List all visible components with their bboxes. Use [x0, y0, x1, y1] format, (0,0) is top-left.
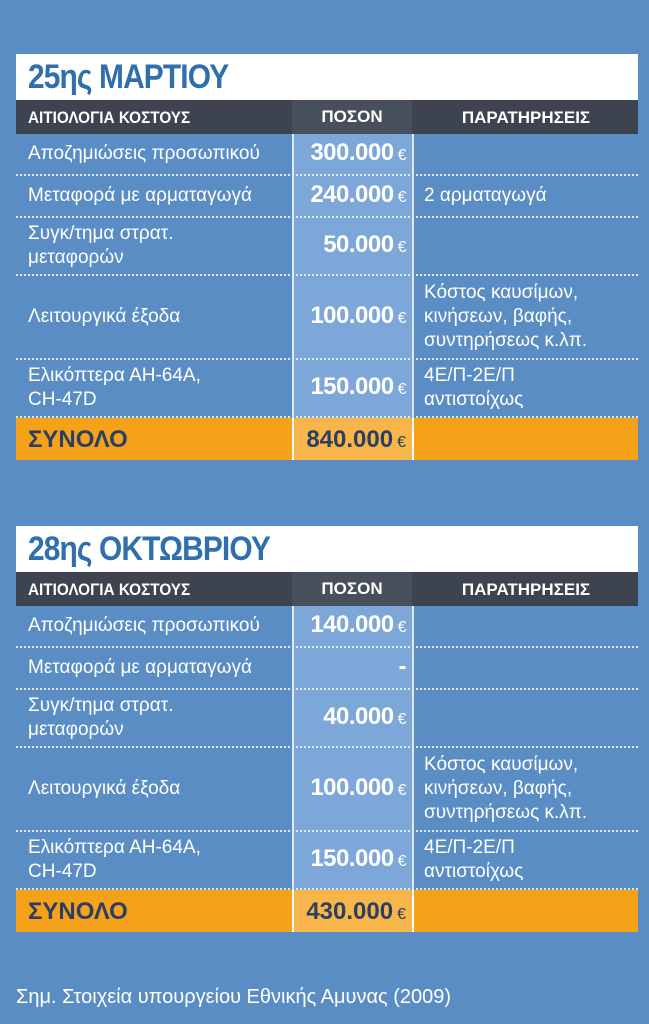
table-row [16, 176, 638, 218]
table-row [16, 134, 638, 176]
row-cost [28, 184, 252, 208]
table-row [16, 748, 638, 832]
row-notes-line: Κόστος καυσίμων, [424, 754, 579, 775]
section-title-bar [16, 54, 638, 100]
row-cost-line: CH-47D [28, 861, 97, 882]
table-header [16, 100, 638, 134]
row-amount-value: 150.000 [310, 845, 394, 872]
euro-sign: € [397, 434, 406, 451]
table-row [16, 690, 638, 748]
row-cost [28, 777, 180, 801]
row-notes-line: 4Ε/Π-2Ε/Π [424, 365, 515, 386]
row-amount [292, 302, 406, 330]
row-cost-line: μεταφορών [28, 247, 124, 268]
row-amount [292, 181, 406, 209]
row-cost [28, 694, 174, 742]
row-cost-line: Αποζημιώσεις προσωπικού [28, 615, 260, 636]
section-title-bar [16, 526, 638, 572]
row-cost-line: Συγκ/τημα στρατ. [28, 223, 174, 244]
row-cost-line: CH-47D [28, 389, 97, 410]
row-notes-line: 2 αρματαγωγά [424, 185, 547, 206]
row-amount-value: 240.000 [310, 181, 394, 208]
row-notes-line: συντηρήσεως κ.λπ. [424, 330, 588, 351]
column-divider [412, 890, 414, 932]
source-note: Σημ. Στοιχεία υπουργείου Εθνικής Αμυνας (2009) [16, 986, 452, 1008]
row-amount-value: 40.000 [323, 703, 394, 730]
total-row [16, 418, 638, 460]
total-amount-value: 840.000 [306, 426, 394, 453]
row-notes-line: αντιστοίχως [424, 389, 524, 410]
total-label: ΣΥΝΟΛΟ [28, 898, 128, 925]
row-cost-line: Ελικόπτερα ΑΗ-64Α, [28, 837, 201, 858]
table-row [16, 606, 638, 648]
row-notes-line: κινήσεων, βαφής, [424, 306, 573, 327]
row-amount-value: 300.000 [310, 139, 394, 166]
row-notes [424, 281, 638, 353]
header-amount: ΠΟΣΟΝ [292, 100, 412, 134]
header-cost: ΑΙΤΙΟΛΟΓΙΑ ΚΟΣΤΟΥΣ [28, 108, 191, 127]
row-amount-value: - [398, 653, 406, 680]
table-row [16, 832, 638, 890]
row-cost [28, 364, 201, 412]
row-cost [28, 656, 252, 680]
column-divider [292, 606, 294, 890]
table-row [16, 648, 638, 690]
row-cost-line: Αποζημιώσεις προσωπικού [28, 143, 260, 164]
section-october [16, 526, 638, 932]
row-amount-value: 150.000 [310, 373, 394, 400]
euro-sign: € [397, 381, 406, 398]
row-amount [292, 703, 406, 731]
euro-sign: € [397, 619, 406, 636]
total-amount-value: 430.000 [306, 898, 394, 925]
row-notes-line: 4Ε/Π-2Ε/Π [424, 837, 515, 858]
header-cost: ΑΙΤΙΟΛΟΓΙΑ ΚΟΣΤΟΥΣ [28, 580, 191, 599]
row-notes [424, 753, 638, 825]
table-row [16, 360, 638, 418]
total-amount [292, 426, 406, 454]
euro-sign: € [397, 310, 406, 327]
header-notes: ΠΑΡΑΤΗΡΗΣΕΙΣ [461, 108, 591, 127]
table-body [16, 134, 638, 418]
row-cost-line: μεταφορών [28, 719, 124, 740]
row-amount [292, 774, 406, 802]
section-march [16, 54, 638, 460]
row-notes-line: Κόστος καυσίμων, [424, 282, 579, 303]
row-amount [292, 231, 406, 259]
row-amount-value: 140.000 [310, 611, 394, 638]
total-amount [292, 898, 406, 926]
section-title: 25ης ΜΑΡΤΙΟΥ [28, 58, 229, 96]
row-cost-line: Μεταφορά με αρματαγωγά [28, 657, 252, 678]
euro-sign: € [397, 147, 406, 164]
row-notes-line: αντιστοίχως [424, 861, 524, 882]
row-cost-line: Λειτουργικά έξοδα [28, 306, 181, 327]
row-cost-line: Συγκ/τημα στρατ. [28, 695, 174, 716]
row-cost-line: Μεταφορά με αρματαγωγά [28, 185, 252, 206]
column-divider [292, 134, 294, 418]
column-divider [412, 418, 414, 460]
euro-sign: € [397, 782, 406, 799]
row-cost [28, 305, 180, 329]
euro-sign: € [397, 853, 406, 870]
row-cost [28, 222, 174, 270]
row-cost [28, 836, 201, 884]
section-title: 28ης ΟΚΤΩΒΡΙΟΥ [28, 530, 270, 568]
row-amount [292, 611, 406, 639]
table-row [16, 218, 638, 276]
row-notes-line: κινήσεων, βαφής, [424, 778, 573, 799]
column-divider [412, 606, 414, 890]
row-cost-line: Ελικόπτερα ΑΗ-64Α, [28, 365, 201, 386]
euro-sign: € [397, 239, 406, 256]
row-amount [292, 653, 406, 681]
header-notes: ΠΑΡΑΤΗΡΗΣΕΙΣ [461, 580, 591, 599]
row-notes [424, 184, 638, 208]
row-amount-value: 100.000 [310, 774, 394, 801]
row-notes [424, 364, 638, 412]
table-header [16, 572, 638, 606]
row-amount [292, 373, 406, 401]
header-amount: ΠΟΣΟΝ [292, 572, 412, 606]
euro-sign: € [397, 906, 406, 923]
row-amount [292, 845, 406, 873]
row-cost-line: Λειτουργικά έξοδα [28, 778, 181, 799]
row-cost [28, 614, 260, 638]
row-cost [28, 142, 260, 166]
table-row [16, 276, 638, 360]
row-amount [292, 139, 406, 167]
total-label: ΣΥΝΟΛΟ [28, 426, 128, 453]
row-notes-line: συντηρήσεως κ.λπ. [424, 802, 588, 823]
total-row [16, 890, 638, 932]
row-notes [424, 836, 638, 884]
column-divider [412, 134, 414, 418]
table-body [16, 606, 638, 890]
euro-sign: € [397, 711, 406, 728]
row-amount-value: 100.000 [310, 302, 394, 329]
row-amount-value: 50.000 [323, 231, 394, 258]
euro-sign: € [397, 189, 406, 206]
